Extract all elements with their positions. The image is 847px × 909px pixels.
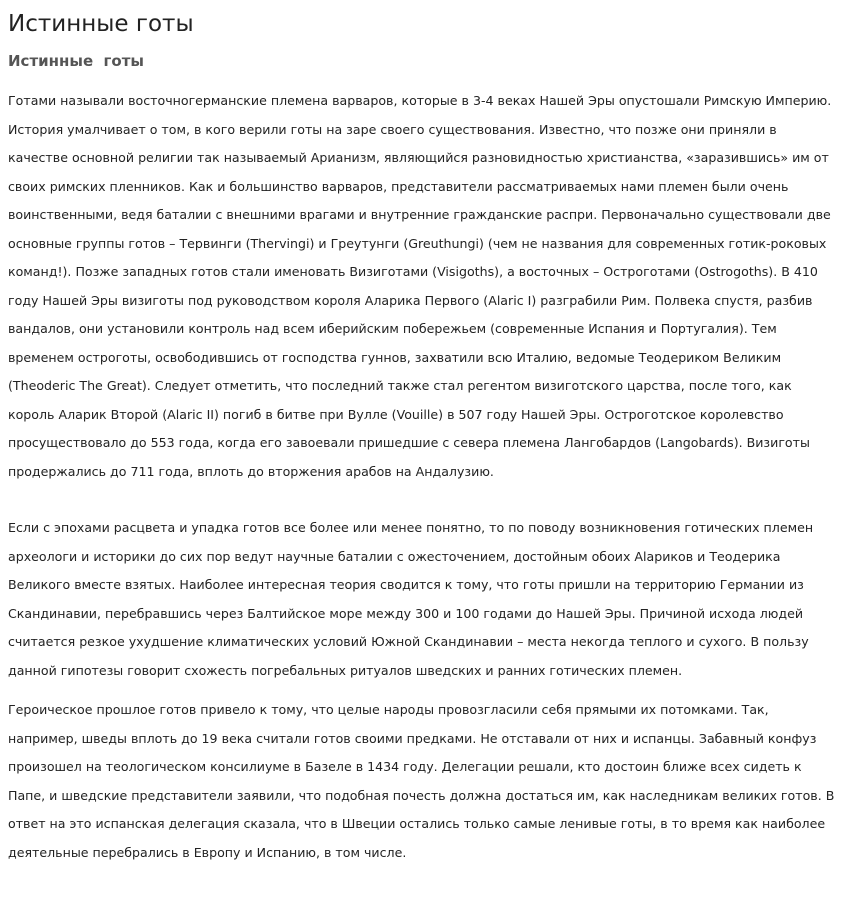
- article-page: [8, 0, 840, 867]
- article-paragraph-1: Готами называли восточногерманские племена варваров, которые в 3-4 веках Нашей Эры опустошали Римскую Империю. История умалчивает о том, в кого верили готы на заре своего существования. Известно, что позже они приняли в качестве основной религии так называемый Арианизм, являющийся разновидностью христианства, «заразившись» им от своих римских пленников. Как и большинство варваров, представители рассматриваемых нами племен были очень воинственными, ведя баталии с внешними врагами и внутренние гражданские распри. Первоначально существовали две основные группы готов – Тервинги (Thervingi) и Греутунги (Greuthungi) (чем не названия для современных готик-роковых команд!). Позже западных готов стали именовать Визиготами (Visigoths), а восточных – Остроготами (Ostrogoths). В 410 году Нашей Эры визиготы под руководством короля Аларика Первого (Alaric I) разграбили Рим. Полвека спустя, разбив вандалов, они установили контроль над всем иберийским побережьем (современные Испания и Португалия). Тем временем остроготы, освободившись от господства гуннов, захватили всю Италию, ведомые Теодериком Великим (Theoderic The Great). Следует отметить, что последний также стал регентом визиготского царства, после того, как король Аларик Второй (Alaric II) погиб в битве при Вулле (Vouille) в 507 году Нашей Эры. Остроготское королевство просуществовало до 553 года, когда его завоевали пришедшие с севера племена Лангобардов (Langobards). Визиготы продержались до 711 года, вплоть до вторжения арабов на Андалузию.: [8, 93, 832, 479]
- article-paragraph-3: Героическое прошлое готов привело к тому, что целые народы провозгласили себя прямыми их потомками. Так, например, шведы вплоть до 19 века считали готов своими предками. Не отставали от них и испанцы. Забавный конфуз произошел на теологическом консилиуме в Базеле в 1434 году. Делегации решали, кто достоин ближе всех сидеть к Папе, и шведские представители заявили, что подобная почесть должна достаться им, как наследникам великих готов. В ответ на это испанская делегация сказала, что в Швеции остались только самые ленивые готы, в то время как наиболее деятельные перебрались в Европу и Испанию, в том числе.: [8, 702, 835, 860]
- page-title: Истинные готы: [8, 11, 194, 37]
- article-title: Истинные готы: [8, 52, 144, 70]
- article-paragraph-2: Если с эпохами расцвета и упадка готов все более или менее понятно, то по поводу возникновения готических племен археологи и историки до сих пор ведут научные баталии с ожесточением, достойным обоих Alaриков и Теодерика Великого вместе взятых. Наиболее интересная теория сводится к тому, что готы пришли на территорию Германии из Скандинавии, перебравшись через Балтийское море между 300 и 100 годами до Нашей Эры. Причиной исхода людей считается резкое ухудшение климатических условий Южной Скандинавии – места некогда теплого и сухого. В пользу данной гипотезы говорит схожесть погребальных ритуалов шведских и ранних готических племен.: [8, 520, 814, 678]
